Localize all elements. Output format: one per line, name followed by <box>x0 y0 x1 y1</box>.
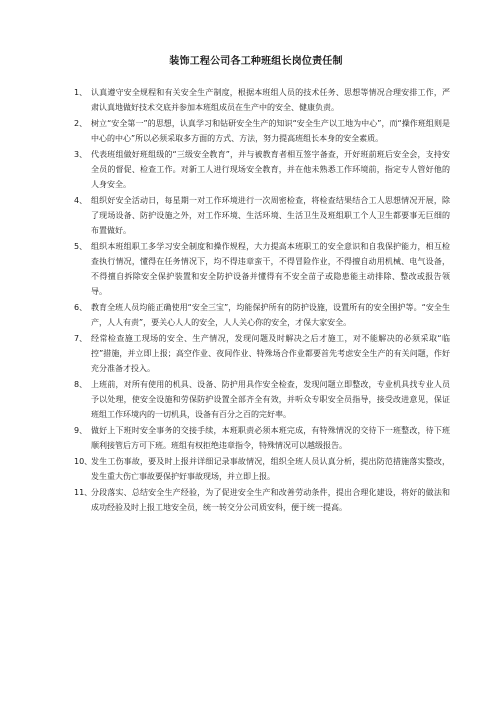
item-number: 10、 <box>74 457 93 466</box>
item-text: 代表班组做好班组级的“三级安全教育”，并与被教育者相互签字备查，开好班前班后安全会，支持安全员的督促、检查工作。对新工人进行现场安全教育，并在他未熟悉工作环境前，指定专人管好他的人身安全。 <box>91 150 450 189</box>
item-number: 1、 <box>74 88 88 97</box>
item-text: 组织本班组职工多学习安全制度和操作规程，大力提高本班职工的安全意识和自我保护能力，相互检查执行情况，懂得在任务情况下，均不得违章蛮干，不得冒险作业，不得擅自动用机械、电气设备，不得擅自拆除安全保护装置和安全防护设备并懂得有不安全苗子或隐患能主动排除、整改或报告领导。 <box>91 242 450 296</box>
item-text: 上班前，对所有使用的机具、设备、防护用具作安全检查，发现问题立即整改，专业机具找专业人员予以处理，使安全设施和劳保防护设置全部齐全有效，并听众专职安全员指导，接受改进意见，保证班组工作环境内的一切机具，设备有百分之百的完好率。 <box>91 380 450 419</box>
list-item <box>74 485 450 515</box>
list-item <box>74 300 450 330</box>
item-number: 3、 <box>74 150 88 159</box>
item-number: 9、 <box>74 426 88 435</box>
item-number: 2、 <box>74 119 88 128</box>
list-item <box>74 331 450 376</box>
document-title: 装饰工程公司各工种班组长岗位责任制 <box>169 56 343 67</box>
item-number: 6、 <box>74 303 88 312</box>
list-item <box>74 193 450 238</box>
responsibility-list <box>74 85 450 515</box>
list-item <box>74 147 450 192</box>
list-item <box>74 377 450 422</box>
item-number: 7、 <box>74 334 88 343</box>
item-number: 5、 <box>74 242 88 251</box>
list-item <box>74 454 450 484</box>
list-item <box>74 239 450 299</box>
item-text: 教育全班人员均能正确使用“安全三宝”，均能保护所有的防护设施，设置所有的安全围护等。“安全生产，人人有责”，要关心人人的安全，人人关心你的安全，才保大家安全。 <box>91 303 450 327</box>
item-text: 树立“安全第一”的思想，认真学习和钻研安全生产的知识“安全生产以工地为中心”，而“操作班组则是中心的中心”所以必须采取多方面的方式、方法，努力提高班组长本身的安全素质。 <box>91 119 450 143</box>
item-text: 分段落实、总结安全生产经验，为了促进安全生产和改善劳动条件，提出合理化建设，将好的做法和成功经验及时上报工地安全员，统一转交分公司质安科，便于统一提高。 <box>91 488 450 512</box>
list-item <box>74 116 450 146</box>
item-number: 4、 <box>74 196 88 205</box>
item-number: 11、 <box>74 488 93 497</box>
item-text: 做好上下班时安全事务的交接手续，本班职责必须本班完成，有特殊情况的交待下一班整改，待下班顺利接管后方可下班。班组有权拒绝违章指令，特殊情况可以越级报告。 <box>91 426 450 450</box>
item-number: 8、 <box>74 380 88 389</box>
list-item <box>74 423 450 453</box>
item-text: 发生工伤事故，要及时上报并详细记录事故情况，组织全班人员认真分析，提出防范措施落实整改，发生重大伤亡事故要保护好事故现场，并立即上报。 <box>91 457 450 481</box>
list-item <box>74 85 450 115</box>
item-text: 经常检查施工现场的安全、生产情况，发现问题及时解决之后才施工，对不能解决的必须采取“临控”措施，并立即上报；高空作业、夜间作业、特殊场合作业都要首先考虑安全生产的有关问题，作好充分准备才投入。 <box>91 334 450 373</box>
item-text: 组织好安全活动日，每星期一对工作环境进行一次周密检查，将检查结果结合工人思想情况开展，除了现场设备、防护设施之外，对工作环境、生活环境、生活卫生及班组职工个人卫生都要事无巨细的布置做好。 <box>91 196 450 235</box>
item-text: 认真遵守安全规程和有关安全生产制度，根据本班组人员的技术任务、思想等情况合理安排工作，严肃认真地做好技术交底并参加本班组成员在生产中的安全、健康负责。 <box>91 88 450 112</box>
